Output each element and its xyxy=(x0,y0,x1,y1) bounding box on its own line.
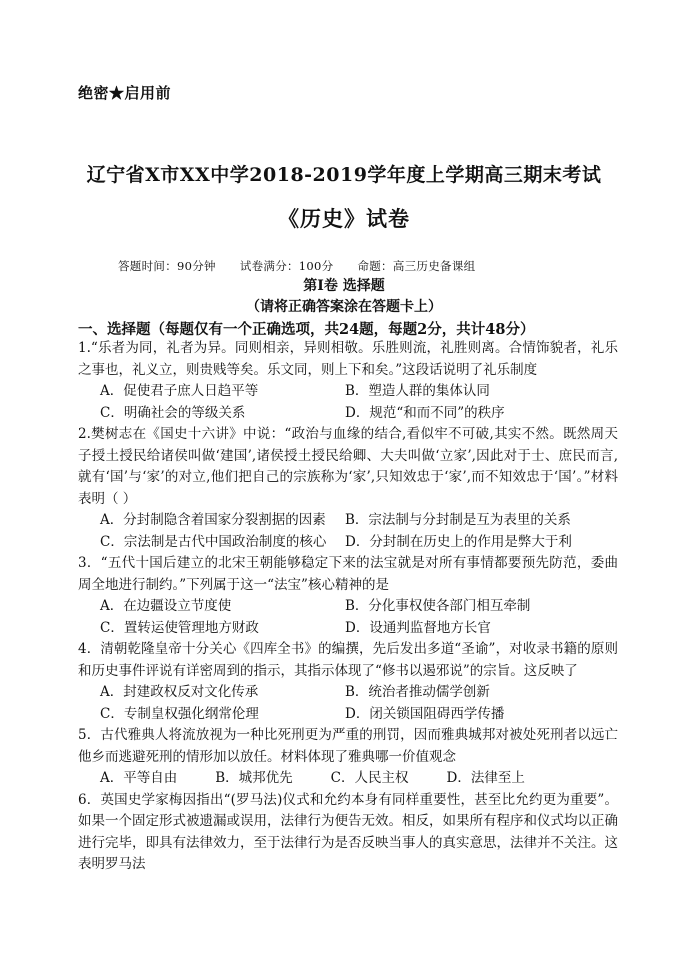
option: B．宗法制与分封制是互为表里的关系 xyxy=(345,512,571,528)
question-text: 4．清朝乾隆皇帝十分关心《四库全书》的编撰，先后发出多道“圣谕”，对收录书籍的原则和历史事件评说有详密周到的指示，其指示体现了“修书以遏邪说”的宗旨。这反映了 xyxy=(78,641,618,679)
question-text: 6．英国史学家梅因指出“(罗马法)仪式和允约本身有同样重要性，甚至比允约更为重要”。如果一个固定形式被遗漏或误用，法律行为便告无效。相反，如果所有程序和仪式均以正确进行完毕，即具有法律效力，至于法律行为是否反映当事人的真实意思，法律并不关注。这表明罗马法 xyxy=(78,791,618,872)
exam-meta xyxy=(118,258,495,274)
question-text: 2.樊树志在《国史十六讲》中说：“政治与血缘的结合,看似牢不可破,其实不然。既然周天子授土授民给诸侯叫做‘建国’,诸侯授土授民给卿、大夫叫做‘立家’,因此对于士、庶民而言,就有‘国’与‘家’的对立,他们把自己的宗族称为‘家’,只知效忠于‘家’,而不知效忠于‘国’。”材料表明（ ） xyxy=(78,426,618,507)
question xyxy=(78,553,618,639)
question-text: 1.“乐者为同，礼者为异。同则相亲，异则相敬。乐胜则流，礼胜则离。合情饰貌者，礼乐之事也，礼义立，则贵贱等矣。乐文同，则上下和矣。”这段话说明了礼乐制度 xyxy=(78,340,618,378)
question xyxy=(78,338,618,424)
option: A．促使君子庶人日趋平等 xyxy=(100,383,259,399)
option: C．宗法制是古代中国政治制度的核心 xyxy=(100,533,327,550)
option: A．平等自由 xyxy=(100,770,178,786)
option: B．统治者推动儒学创新 xyxy=(345,684,490,700)
exam-setter: 命题：高三历史备课组 xyxy=(357,259,476,273)
option: A．分封制隐含着国家分裂割据的因素 xyxy=(100,512,326,528)
option-row xyxy=(78,768,618,790)
option-grid xyxy=(78,682,618,725)
exam-subtitle: 《历史》试卷 xyxy=(278,206,410,231)
option: B．塑造人群的集体认同 xyxy=(345,383,490,399)
full-score: 试卷满分：100分 xyxy=(239,259,334,273)
question-list xyxy=(78,338,618,876)
question-text: 3．“五代十国后建立的北宋王朝能够稳定下来的法宝就是对所有事情都要预先防范，委曲周全地进行制约。”下列属于这一“法宝”核心精神的是 xyxy=(78,555,618,593)
option: C．人民主权 xyxy=(330,770,409,786)
confidential-label: 绝密★启用前 xyxy=(78,84,172,102)
option: D．闭关锁国阻碍西学传播 xyxy=(345,705,505,722)
option: A．在边疆设立节度使 xyxy=(100,598,232,614)
part-title: 第Ⅰ卷 选择题 xyxy=(303,278,385,294)
exam-time: 答题时间：90分钟 xyxy=(118,259,216,273)
question xyxy=(78,424,618,553)
question xyxy=(78,725,618,790)
option: D．分封制在历史上的作用是弊大于利 xyxy=(345,533,572,550)
option: B．城邦优先 xyxy=(215,770,293,786)
option-grid xyxy=(78,510,618,553)
option-grid xyxy=(78,596,618,639)
option: C．置转运使管理地方财政 xyxy=(100,619,259,636)
question xyxy=(78,639,618,725)
section-title: 一、选择题（每题仅有一个正确选项，共24题，每题2分，共计48分） xyxy=(78,321,535,338)
instruction: （请将正确答案涂在答题卡上） xyxy=(246,299,442,315)
option: C．明确社会的等级关系 xyxy=(100,404,246,421)
question-text: 5．古代雅典人将流放视为一种比死刑更为严重的刑罚，因而雅典城邦对被处死刑者以远亡他乡而逃避死刑的情形加以放任。材料体现了雅典哪一价值观念 xyxy=(78,727,618,765)
option: D．法律至上 xyxy=(446,770,525,786)
question xyxy=(78,790,618,876)
option: D．设通判监督地方长官 xyxy=(345,619,491,636)
option: D．规范“和而不同”的秩序 xyxy=(345,404,505,421)
exam-title: 辽宁省X市XX中学2018-2019学年度上学期高三期末考试 xyxy=(86,164,602,186)
option-grid xyxy=(78,381,618,424)
option: A．封建政权反对文化传承 xyxy=(100,684,259,700)
option: C．专制皇权强化纲常伦理 xyxy=(100,705,259,722)
option: B．分化事权使各部门相互牵制 xyxy=(345,598,531,614)
